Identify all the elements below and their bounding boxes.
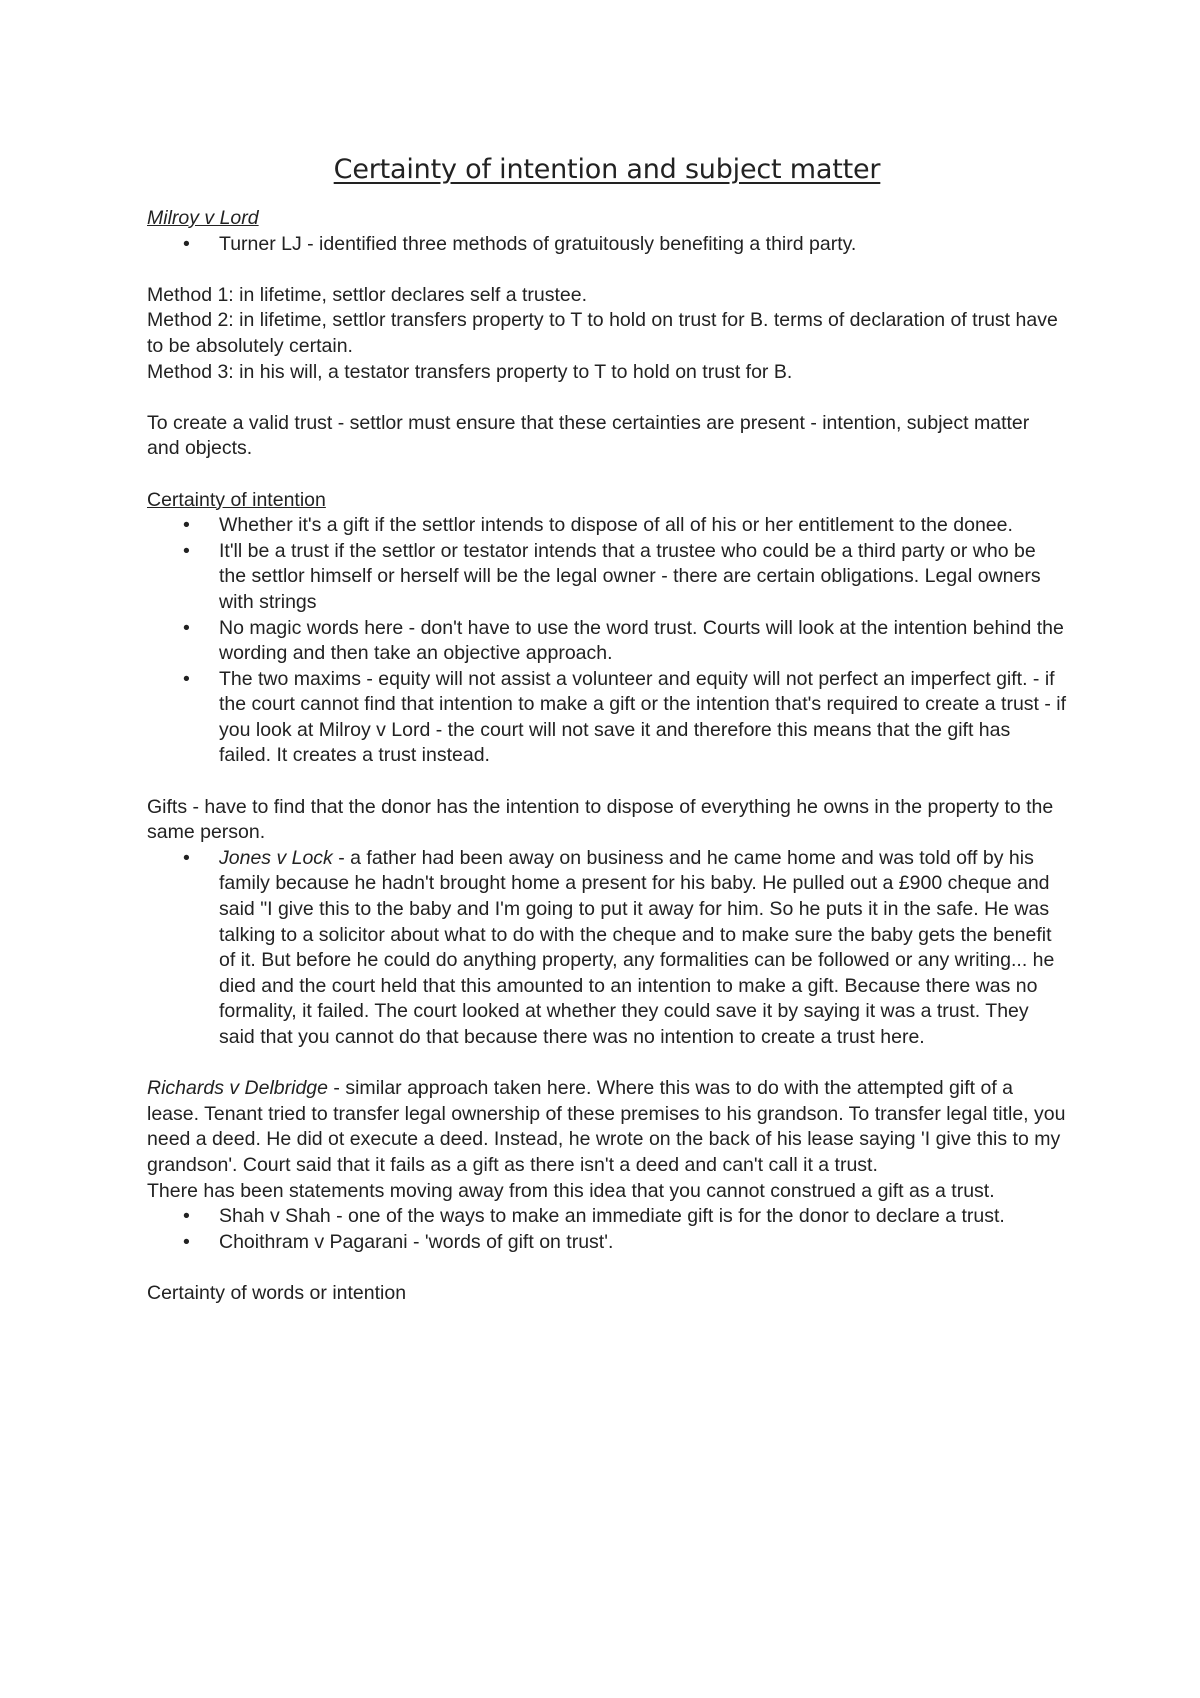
- gifts-paragraph: Gifts - have to find that the donor has the intention to dispose of everything he owns in the property to the same person.: [147, 795, 1054, 844]
- bullet-icon: •: [183, 232, 190, 255]
- list-item-text: Choithram v Pagarani - 'words of gift on trust'.: [219, 1230, 614, 1253]
- list-item-text: No magic words here - don't have to use the word trust. Courts will look at the intention behind the wording and then take an objective approach.: [219, 616, 1064, 665]
- spacer: [147, 769, 1067, 795]
- list-item-text: Whether it's a gift if the settlor intends to dispose of all of his or her entitlement to the donee.: [219, 514, 1013, 537]
- method-2: Method 2: in lifetime, settlor transfers property to T to hold on trust for B. terms of declaration of trust have to be absolutely certain.: [147, 309, 1058, 357]
- gifts-list: [147, 846, 1067, 1051]
- method-3: Method 3: in his will, a testator transfers property to T to hold on trust for B.: [147, 360, 793, 383]
- case-name-richards-v-delbridge: Richards v Delbridge: [147, 1077, 328, 1100]
- list-item: [147, 1204, 1067, 1230]
- list-item-text: The two maxims - equity will not assist a volunteer and equity will not perfect an imperfect gift. - if the court cannot find that intention to make a gift or the intention that's required to create a trust - if you look at Milroy v Lord - the court will not save it and therefore this means that the gift has failed. It creates a trust instead.: [219, 667, 1067, 767]
- spacer: [147, 462, 1067, 488]
- list-item-text: - a father had been away on business and he came home and was told off by his family because he hadn't brought home a present for his baby. He pulled out a £900 cheque and said "I give this to the baby and I'm going to put it away for him. So he puts it in the safe. He was talking to a solicitor about what to do with the cheque and to make sure the baby gets the benefit of it. But before he could do anything property, any formalities can be followed or any writing... he died and the court held that this amounted to an intention to make a gift. Because there was no formality, it failed. The court looked at whether they could save it by saying it was a trust. They said that you cannot do that because there was no intention to create a trust here.: [219, 846, 1055, 1048]
- spacer: [147, 1051, 1067, 1077]
- spacer: [147, 257, 1067, 283]
- bullet-icon: •: [183, 667, 190, 690]
- statements-paragraph: There has been statements moving away from this idea that you cannot construed a gift as a trust.: [147, 1179, 995, 1202]
- certainty-of-words-heading: Certainty of words or intention: [147, 1281, 407, 1304]
- bullet-icon: •: [183, 1230, 190, 1253]
- bullet-icon: •: [183, 1205, 190, 1228]
- milroy-heading: Milroy v Lord: [147, 207, 259, 229]
- list-item: [147, 232, 1067, 258]
- statements-list: [147, 1204, 1067, 1255]
- bullet-icon: •: [183, 846, 190, 869]
- richards-text: - similar approach taken here. Where this was to do with the attempted gift of a lease. Tenant tried to transfer legal ownership of these premises to his grandson. To transfer legal title, you need a deed. He did ot execute a deed. Instead, he wrote on the back of his lease saying 'I give this to my grandson'. Court said that it fails as a gift as there isn't a deed and can't call it a trust.: [147, 1077, 1066, 1176]
- list-item: [147, 616, 1067, 667]
- bullet-icon: •: [183, 616, 190, 639]
- bullet-icon: •: [183, 539, 190, 562]
- bullet-icon: •: [183, 514, 190, 537]
- list-item: [147, 846, 1067, 1051]
- richards-paragraph: [147, 1076, 1067, 1178]
- list-item: [147, 513, 1067, 539]
- spacer: [147, 385, 1067, 411]
- valid-trust-paragraph: To create a valid trust - settlor must ensure that these certainties are present - intention, subject matter and objects.: [147, 411, 1030, 460]
- certainty-of-intention-heading: Certainty of intention: [147, 488, 326, 511]
- list-item-text: It'll be a trust if the settlor or testator intends that a trustee who could be a third party or who be the settlor himself or herself will be the legal owner - there are certain obligations. Legal owners with strings: [219, 539, 1041, 613]
- spacer: [147, 1255, 1067, 1281]
- list-item-text: Shah v Shah - one of the ways to make an immediate gift is for the donor to declare a trust.: [219, 1205, 1005, 1228]
- certainty-of-intention-list: [147, 513, 1067, 769]
- list-item-text: Turner LJ - identified three methods of gratuitously benefiting a third party.: [219, 232, 857, 255]
- document-title: Certainty of intention and subject matter: [333, 154, 881, 185]
- case-name-jones-v-lock: Jones v Lock: [219, 846, 333, 869]
- list-item: [147, 539, 1067, 616]
- list-item: [147, 1230, 1067, 1256]
- list-item: [147, 667, 1067, 769]
- document-page: [147, 150, 1067, 1307]
- method-1: Method 1: in lifetime, settlor declares self a trustee.: [147, 283, 588, 306]
- milroy-bullet-list: [147, 232, 1067, 258]
